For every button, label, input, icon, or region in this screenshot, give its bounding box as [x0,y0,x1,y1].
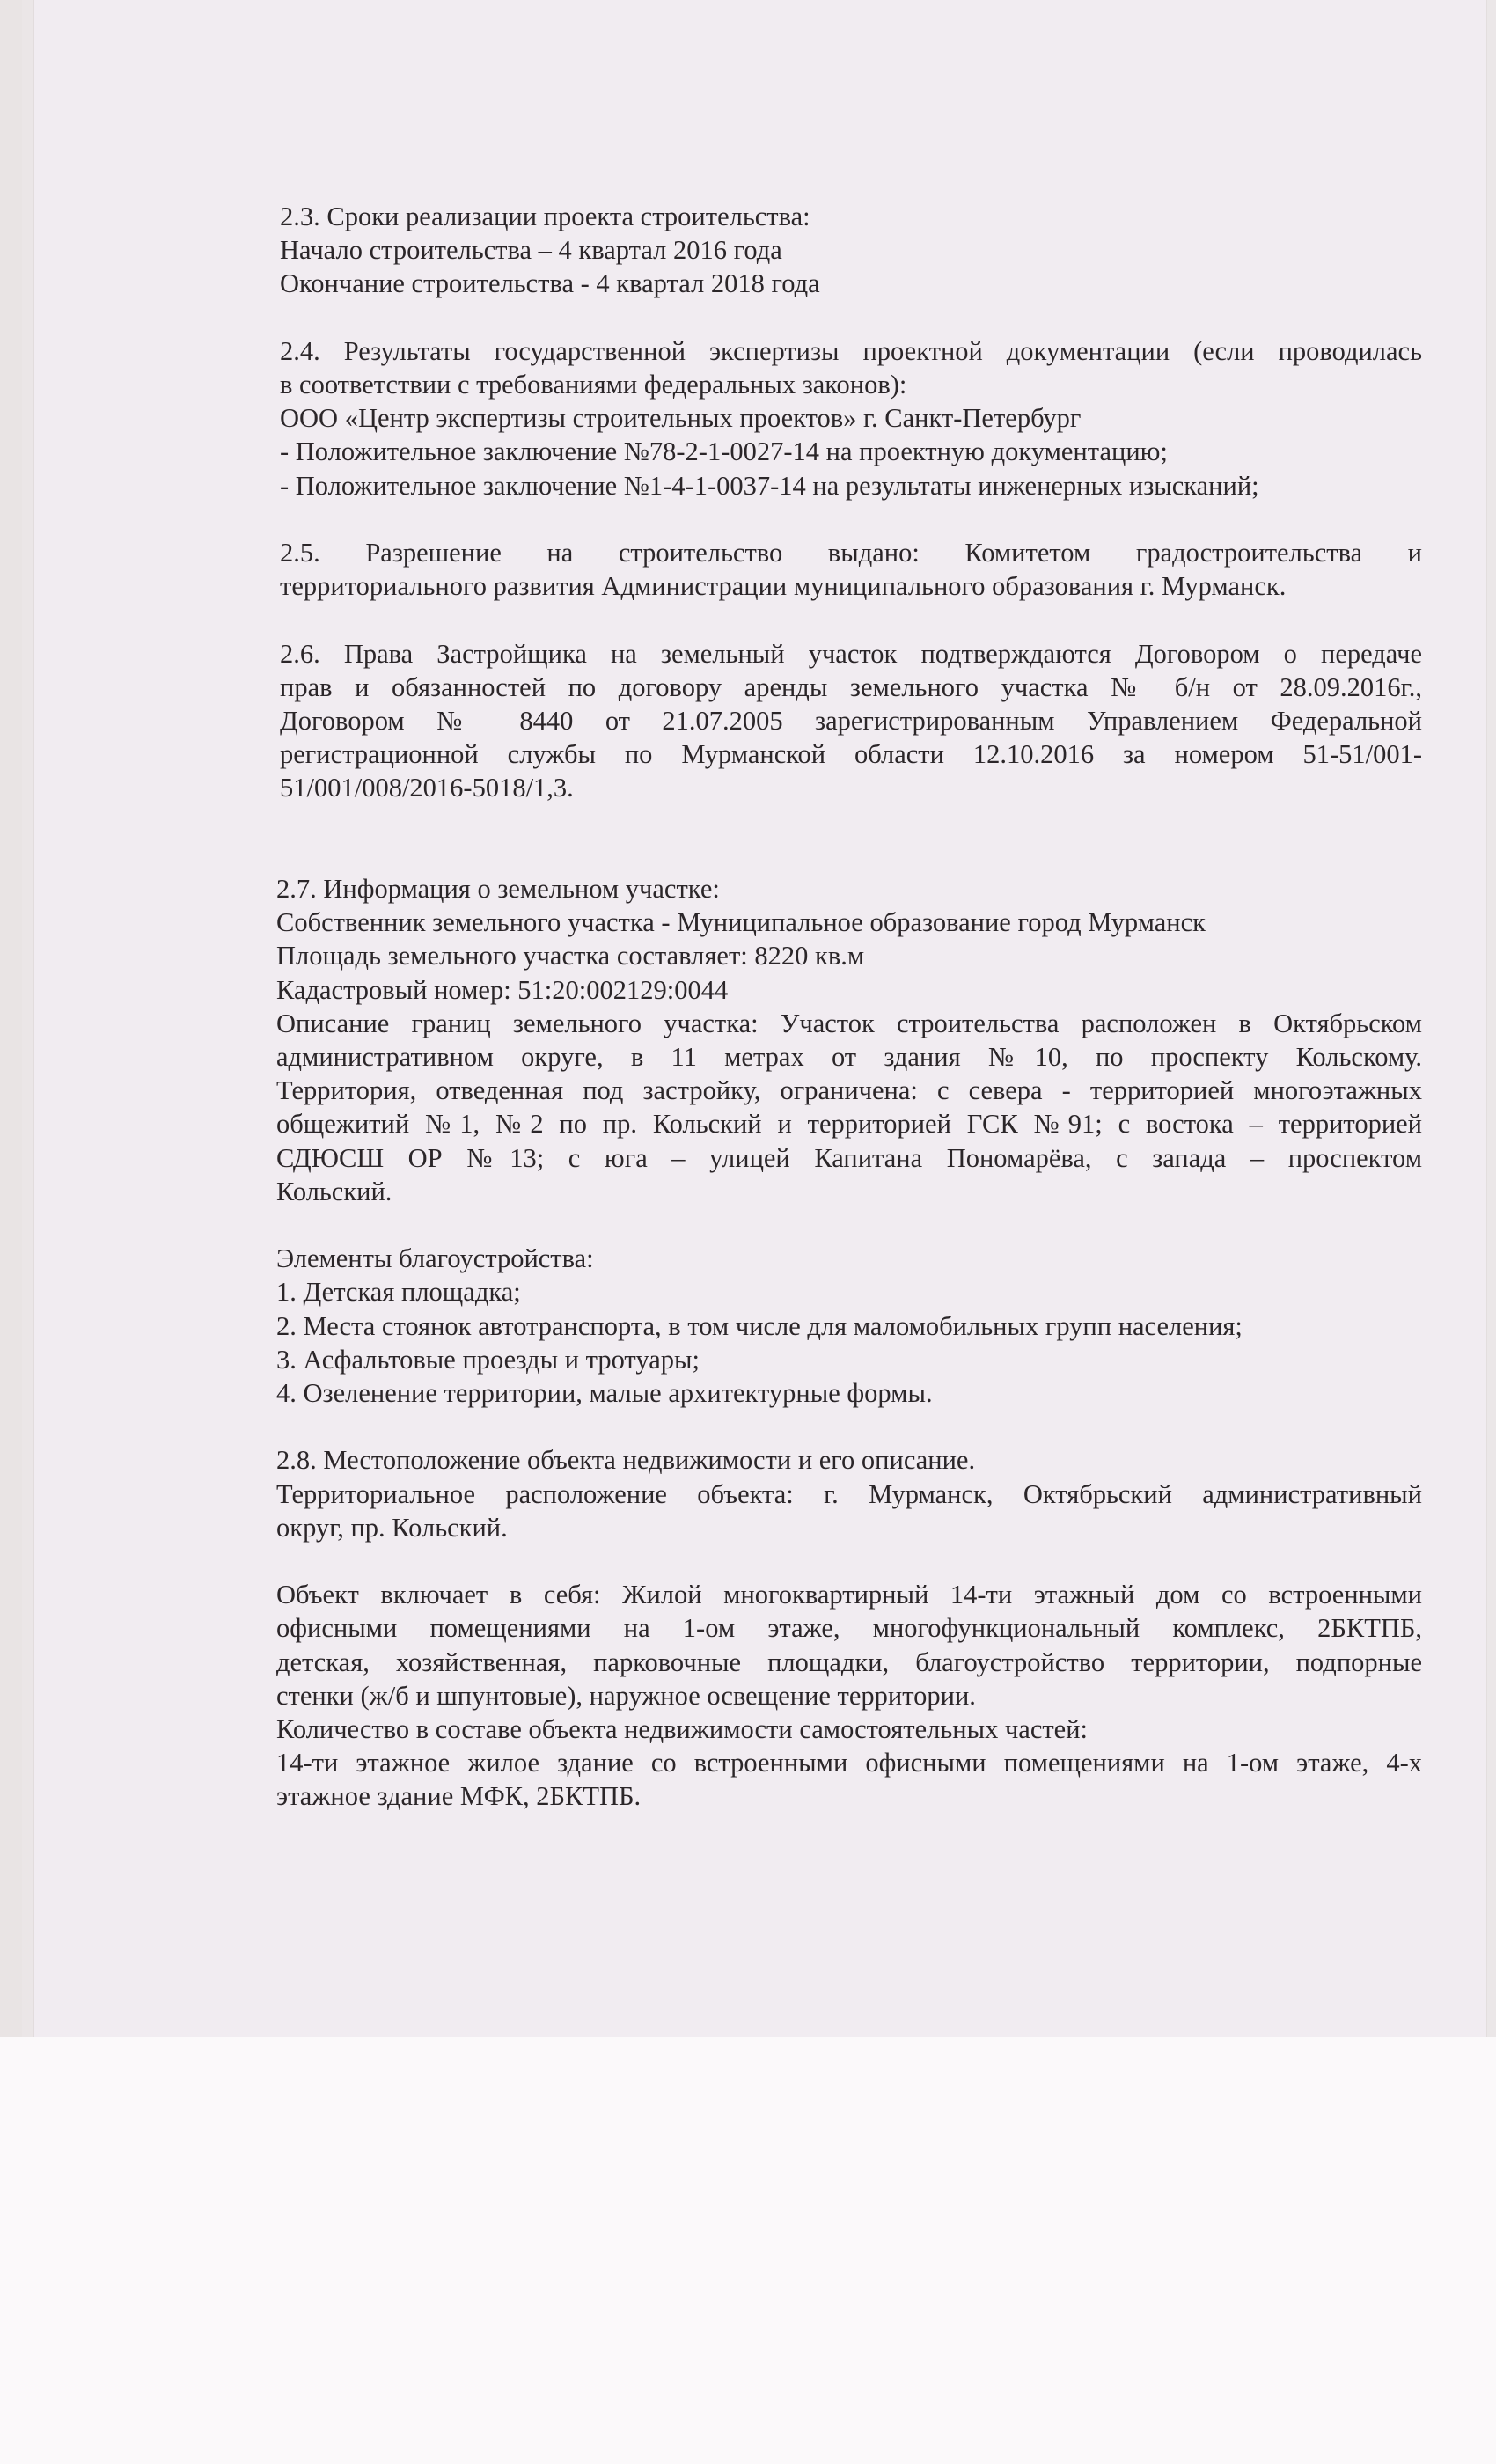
improvement-item: 1. Детская площадка; [276,1277,521,1308]
section-2-3 [276,200,1422,301]
land-rights-line: Договором № 8440 от 21.07.2005 зарегистрированным Управлением Федеральной [280,706,1422,736]
improvements-heading: Элементы благоустройства: [276,1243,594,1274]
object-description: детская, хозяйственная, парковочные площадки, благоустройство территории, подпорные [276,1646,1422,1677]
parts-heading: Количество в составе объекта недвижимости самостоятельных частей: [276,1714,1089,1745]
cadastral-number: Кадастровый номер: 51:20:002129:0044 [276,974,729,1005]
section-2-6 [276,637,1422,805]
section-heading: 2.3. Сроки реализации проекта строительства: [280,202,810,231]
boundary-description: общежитий №1, №2 по пр. Кольский и территорией ГСК №91; с востока – территорией [276,1109,1422,1140]
section-heading-cont: в соответствии с требованиями федеральных законов): [280,370,907,400]
boundary-description: административном округе, в 11 метрах от здания №10, по проспекту Кольскому. [276,1042,1422,1073]
section-2-8 [276,1443,1422,1813]
construction-start: Начало строительства – 4 квартал 2016 года [280,235,782,266]
improvement-item: 3. Асфальтовые проезды и тротуары; [276,1344,700,1375]
boundary-description: Территория, отведенная под застройку, ограничена: с севера - территорией многоэтажных [276,1075,1422,1106]
permit-line: 2.5. Разрешение на строительство выдано: Комитетом градостроительства и [280,538,1422,568]
scan-edge-left [0,0,22,2037]
scan-edge-left-inner [22,0,34,2037]
object-description: офисными помещениями на 1-ом этаже, многофункциональный комплекс, 2БКТПБ, [276,1613,1422,1644]
improvement-item: 2. Места стоянок автотранспорта, в том числе для маломобильных групп населения; [276,1310,1243,1341]
construction-end: Окончание строительства - 4 квартал 2018 года [280,268,820,299]
improvements [276,1242,1422,1410]
permit-line: территориального развития Администрации муниципального образования г. Мурманск. [280,571,1287,602]
parts-description: этажное здание МФК, 2БКТПБ. [276,1781,642,1812]
section-heading: 2.4. Результаты государственной экспертизы проектной документации (если проводилась [280,335,1422,366]
land-rights-line: прав и обязанностей по договору аренды земельного участка № б/н от 28.09.2016г., [280,671,1422,702]
section-heading: 2.7. Информация о земельном участке: [276,874,720,904]
land-rights-line: 51/001/008/2016-5018/1,3. [280,773,574,803]
land-owner: Собственник земельного участка - Муниципальное образование город Мурманск [276,907,1206,938]
scan-edge-right [1486,0,1496,2037]
boundary-description: Кольский. [276,1176,392,1206]
expertise-organization: ООО «Центр экспертизы строительных проектов» г. Санкт-Петербург [280,403,1082,434]
object-location: Территориальное расположение объекта: г. Мурманск, Октябрьский административный [276,1478,1422,1509]
object-description: стенки (ж/б и шпунтовые), наружное освещение территории. [276,1680,976,1711]
object-description: Объект включает в себя: Жилой многоквартирный 14-ти этажный дом со встроенными [276,1580,1422,1610]
section-heading: 2.8. Местоположение объекта недвижимости и его описание. [276,1445,976,1476]
section-2-5 [276,536,1422,603]
land-rights-line: 2.6. Права Застройщика на земельный участок подтверждаются Договором о передаче [280,638,1422,669]
parts-description: 14-ти этажное жилое здание со встроенными офисными помещениями на 1-ом этаже, 4-х [276,1748,1422,1778]
boundary-description: Описание границ земельного участка: Участок строительства расположен в Октябрьском [276,1008,1422,1038]
document-body [276,200,1422,1814]
improvement-item: 4. Озеленение территории, малые архитектурные формы. [276,1378,933,1409]
object-location: округ, пр. Кольский. [276,1512,508,1543]
expertise-conclusion: - Положительное заключение №1-4-1-0037-14 на результаты инженерных изысканий; [280,470,1259,501]
land-area: Площадь земельного участка составляет: 8220 кв.м [276,941,865,972]
section-2-7 [276,872,1422,1208]
section-2-4 [276,334,1422,502]
expertise-conclusion: - Положительное заключение №78-2-1-0027-14 на проектную документацию; [280,436,1168,467]
land-rights-line: регистрационной службы по Мурманской области 12.10.2016 за номером 51-51/001- [280,739,1422,770]
boundary-description: СДЮСШ ОР №13; с юга – улицей Капитана Пономарёва, с запада – проспектом [276,1142,1422,1173]
